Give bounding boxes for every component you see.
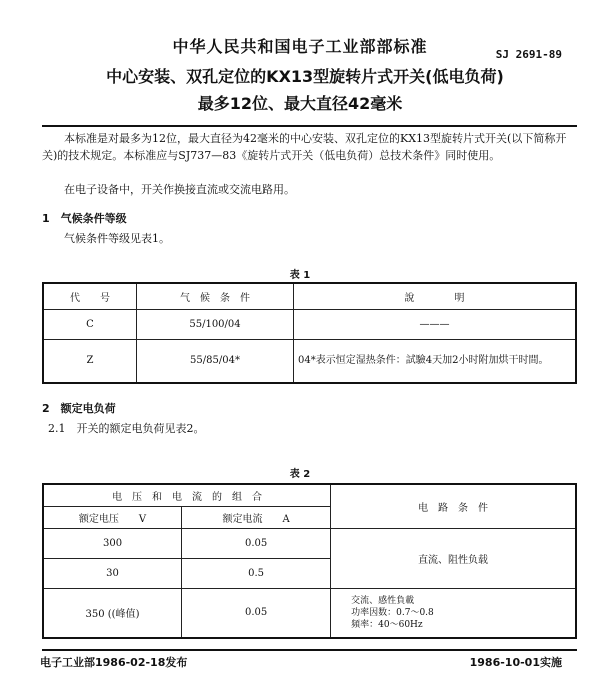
table-1-caption: 表 1 (289, 270, 311, 281)
table-1-header-code: 代 号 (43, 283, 137, 309)
issuing-organization: 中华人民共和国电子工业部部标准 (172, 37, 428, 56)
section-2-1-text: 2.1 开关的额定电负荷见表2。 (48, 422, 205, 435)
table-1-cell-condition: 55/100/04 (137, 309, 294, 339)
document-title: 中心安装、双孔定位的KX13型旋转片式开关(低电负荷) (106, 67, 504, 86)
table-2-cell-current: 0.05 (182, 588, 331, 638)
issue-date: 电子工业部1986-02-18发布 (40, 656, 188, 669)
table-row (43, 339, 576, 383)
table-1-cell-condition: 55/85/04* (137, 339, 294, 383)
table-row (43, 528, 576, 558)
power-factor-label: 功率因数：0.7～0.8 (351, 607, 434, 618)
table-1-header-condition: 气 候 条 件 (137, 283, 294, 309)
table-2-cell-condition-ac (331, 588, 576, 638)
document-subtitle: 最多12位、最大直径42毫米 (197, 94, 403, 113)
table-1-header-row (43, 283, 576, 309)
table-2-header-voltage: 额定电压 V (43, 506, 182, 528)
section-2-heading: 2 额定电负荷 (42, 402, 116, 415)
section-1-heading: 1 气候条件等级 (42, 212, 127, 225)
table-1-cell-note: 04*表示恒定湿热条件：試驗4天加2小时附加烘干时間。 (294, 339, 577, 383)
table-2 (42, 483, 577, 639)
table-2-cell-condition-dc: 直流、阻性负载 (331, 528, 576, 588)
intro-usage-paragraph: 在电子设备中，开关作换接直流或交流电路用。 (64, 183, 295, 196)
table-2-header-group: 电 压 和 电 流 的 组 合 (43, 484, 331, 506)
table-2-header-current: 额定电流 A (182, 506, 331, 528)
section-1-text: 气候条件等级见表1。 (64, 232, 170, 245)
table-1-header-note: 說 明 (294, 283, 577, 309)
table-1 (42, 282, 577, 384)
table-1-cell-code: C (43, 309, 137, 339)
footer-rule (42, 649, 577, 651)
intro-paragraph: 本标准是对最多为12位，最大直径为42毫米的中心安装、双孔定位的KX13型旋转片式开关(以下简称开关)的技术规定。本标准应与SJ737—83《旋转片式开关（低电负荷）总技术条件》同时使用。 (42, 132, 567, 162)
table-1-cell-note: ——— (294, 309, 577, 339)
table-2-cell-current: 0.05 (182, 528, 331, 558)
table-2-cell-voltage: 300 (43, 528, 182, 558)
frequency-label: 頻率：40～60Hz (351, 619, 423, 630)
table-row (43, 588, 576, 638)
effective-date: 1986-10-01实施 (469, 656, 562, 669)
table-2-cell-voltage: 30 (43, 558, 182, 588)
title-rule (42, 125, 577, 127)
ac-load-label: 交流、感性負載 (351, 595, 415, 606)
table-2-header-row (43, 484, 576, 506)
table-2-cell-voltage: 350 ((峰值) (43, 588, 182, 638)
table-2-cell-current: 0.5 (182, 558, 331, 588)
table-1-cell-code: Z (43, 339, 137, 383)
standard-number: SJ 2691-89 (495, 48, 562, 61)
table-2-header-circuit: 电 路 条 件 (331, 484, 576, 528)
table-2-caption: 表 2 (289, 469, 311, 480)
table-row (43, 309, 576, 339)
